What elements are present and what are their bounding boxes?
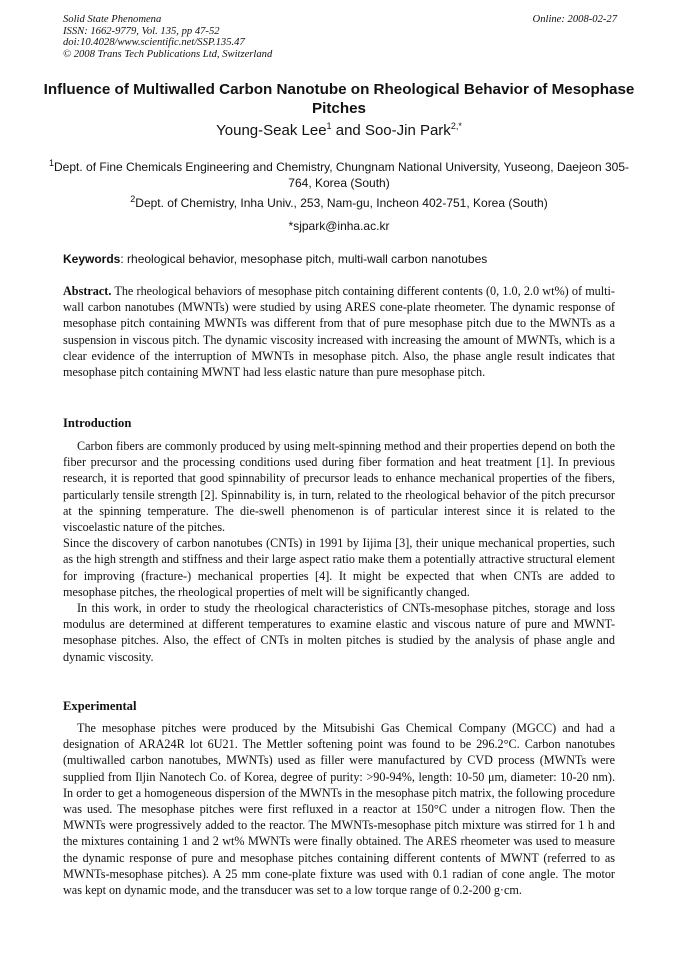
affiliation-1 <box>40 159 638 191</box>
abstract-text: The rheological behaviors of mesophase pitch containing different contents (0, 1.0, 2.0 wt%) of multi-wall carbon nanotubes (MWNTs) were studied by using ARES cone-plate rheometer. The dynamic response of mesophase pitch containing MWNTs was different from that of pure mesophase pitch due to the MWNTs as a suspension in viscous pitch. The dynamic viscosity increased with increasing the amount of MWNTs, which is a clear evidence of the interruption of MWNTs in mesophase pitch. Also, the phase angle result indicates that mesophase pitch containing MWNT had less elastic nature than pure mesophase pitch. <box>63 284 619 380</box>
affiliation-text: Dept. of Chemistry, Inha Univ., 253, Nam-gu, Incheon 402-751, Korea (South) <box>135 196 548 210</box>
journal-name: Solid State Phenomena <box>63 14 162 25</box>
section-heading-introduction: Introduction <box>63 416 132 430</box>
journal-doi: doi:10.4028/www.scientific.net/SSP.135.47 <box>63 37 245 49</box>
paragraph: Since the discovery of carbon nanotubes (CNTs) in 1991 by Iijima [3], their unique mechanical properties, such as the high strength and stiffness and their large aspect ratio make them a potentially attractive structural element for improving (fracture-) mechanical properties [4]. It might be expected that when CNTs are added to mesophase pitches, the rheological properties of melt will be significantly changed. <box>63 536 615 599</box>
corresponding-email: *sjpark@inha.ac.kr <box>288 219 390 233</box>
keywords <box>63 251 487 267</box>
author-superscript: 1 <box>326 121 332 131</box>
paper-title: Influence of Multiwalled Carbon Nanotube on Rheological Behavior of Mesophase Pitches <box>43 81 635 117</box>
abstract-label: Abstract. <box>63 284 112 298</box>
keywords-label: Keywords <box>63 252 121 266</box>
online-date: Online: 2008-02-27 <box>532 14 617 25</box>
affiliation-superscript: 1 <box>49 158 55 168</box>
section-heading-experimental: Experimental <box>63 699 137 713</box>
author-name: Soo-Jin Park <box>364 122 451 139</box>
author-name: Young-Seak Lee <box>216 122 327 139</box>
journal-header <box>63 14 272 60</box>
section-introduction <box>63 438 615 665</box>
journal-copyright: © 2008 Trans Tech Publications Ltd, Switzerland <box>63 48 273 60</box>
affiliation-superscript: 2 <box>130 194 136 204</box>
section-experimental <box>63 720 615 898</box>
abstract <box>63 283 619 380</box>
author-conjunction: and <box>331 122 365 139</box>
affiliation-text: Dept. of Fine Chemicals Engineering and Chemistry, Chungnam National University, Yuseong, Daejeon 305-764, Korea (South) <box>54 160 629 190</box>
keywords-text: : rheological behavior, mesophase pitch, multi-wall carbon nanotubes <box>120 252 488 266</box>
journal-issn: ISSN: 1662-9779, Vol. 135, pp 47-52 <box>63 25 220 37</box>
author-superscript: 2,* <box>450 121 462 131</box>
author-line <box>40 122 638 140</box>
paragraph: The mesophase pitches were produced by the Mitsubishi Gas Chemical Company (MGCC) and had a designation of ARA24R lot 6U21. The Mettler softening point was found to be 296.2°C. Carbon nanotubes (multiwalled carbon nanotubes, MWNTs) used as filler were manufactured by CVD process (MWNTs were supplied from Iljin Nanotech Co. of Korea, degree of purity: >90-94%, length: 10-50 μm, diameter: 10-20 nm). In order to get a homogeneous dispersion of the MWNTs in the mesophase pitch matrix, the following procedure was used. The mesophase pitches were first refluxed in a reactor at 150°C under a nitrogen flow. Then the MWNTs were progressively added to the reactor. The MWNTs-mesophase pitch mixture was stirred for 1 h and the mixtures containing 1 and 2 wt% MWNTs were finally obtained. The ARES rheometer was used to measure the dynamic response of pure and mesophase pitches containing different contents of MWNT (referred to as MWNTs-mesophase pitches). A 25 mm cone-plate fixture was used with 0.1 radian of cone angle. The motor was kept on dynamic mode, and the transducer was set to a low torque range of 0.2-200 g·cm. <box>63 721 615 898</box>
paragraph: In this work, in order to study the rheological characteristics of CNTs-mesophase pitches, storage and loss modulus are determined at different temperatures to examine elastic and viscous nature of pure and MWNT-mesophase pitches. Also, the effect of CNTs in molten pitches is studied by the analysis of phase angle and dynamic viscosity. <box>63 601 615 664</box>
affiliation-2 <box>40 195 638 211</box>
paragraph: Carbon fibers are commonly produced by using melt-spinning method and their properties depend on both the fiber precursor and the processing conditions used during fiber formation and heat treatment [1]. In previous research, it is reported that good spinnability of precursor leads to enhance mechanical properties of the fibers, particularly tensile strength [2]. Spinnability is, in turn, related to the rheological behavior of the pitch precursor at the spinning temperature. The die-swell phenomenon is of particular interest since it is related to the viscoelastic nature of the pitches. <box>63 439 615 535</box>
